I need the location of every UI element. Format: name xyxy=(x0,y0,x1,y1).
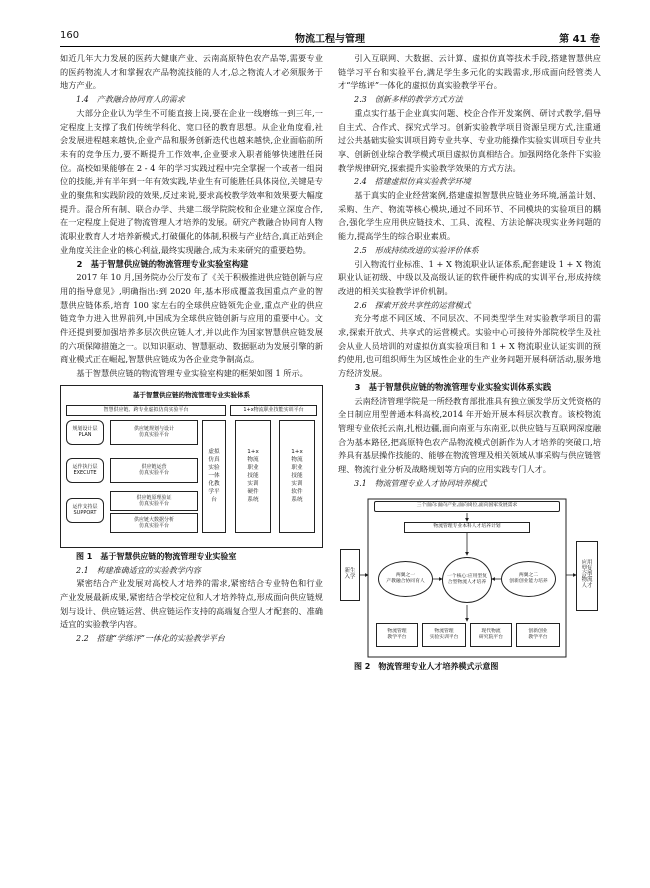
section-2-heading: 2 基于智慧供应链的物流管理专业实验室构建 xyxy=(76,258,249,269)
subsection-2-1-heading: 2.1 构建准确适宜的实验教学内容 xyxy=(76,565,201,575)
paragraph-2-5: 引入物流行业标准、1 + X 物流职业认证体系,配套建设 1 + X 物流职业认证初级、中级以及高级认证的软件硬件构成的实训平台,形成持续改进的相关实验教学评价机制。 xyxy=(338,258,601,296)
wing-industry-education: 两翼之一 产教融合协同育人 xyxy=(378,561,433,597)
figure-1-caption: 图 1 基于智慧供应链的物流管理专业实验室 xyxy=(76,551,237,561)
left-column xyxy=(60,52,323,646)
paragraph-2-2: 引入互联网、大数据、云计算、虚拟仿真等技术手段,搭建智慧供应链学习平台和实验平台,满足学生多元化的实践需求,形成面向经管类人才“学练评”一体化的虚拟仿真实验教学平台。 xyxy=(338,53,601,91)
research-platform: 现代物流 研究院平台 xyxy=(470,623,512,647)
paragraph-intro: 如近几年大力发展的医药大健康产业、云南高原特色农产品等,需要专业的医药物流人才和掌握农产品物流技能的人才,总之物流人才必须服务于地方产业。 xyxy=(60,53,323,91)
plan-platform: 供应链规划与设计 仿真实验平台 xyxy=(110,420,198,445)
paragraph-2-4: 基于真实的企业经营案例,搭建虚拟智慧供应链业务环境,涵盖计划、采购、生产、物流等核心模块,通过不同环节、不同模块的实验项目的耦合,强化学生应用供应链技术、工具、流程、方法论解决现实业务问题的能力,提高学生的综合职业素质。 xyxy=(338,190,601,242)
paragraph-2a: 2017 年 10 月,国务院办公厅发布了《关于积极推进供应链创新与应用的指导意见》,明确指出:到 2020 年,基本形成覆盖我国重点产业的智慧供应链体系,培育 100 家左右的全球供应链领先企业,重点产业的供应链竞争力进入世界前列,中国成为全球供应链创新与应用的重要中心。文件还提到要加强培养多层次供应链人才,并以此作为国家智慧供应链发展的六项保障措施之一。以知识驱动、智慧驱动、数据驱动为发展引擎的新商业模式正在崛起,智慧供应链成为各企业竞争制高点。 xyxy=(60,272,323,365)
right-column xyxy=(338,52,601,673)
freshman-entry: 新生入学 xyxy=(340,549,360,601)
paragraph-3: 云南经济管理学院是一所经教育部批准具有独立颁发学历文凭资格的全日制应用型普通本科高校,2014 年开始开展本科层次教育。该校物流管理专业依托云南,扎根边疆,面向南亚与东南亚,以供应链与互联网深度融合为基本路径,把高原特色农产品物流模式创新作为人才培养的突破口,培养具有基层操作技能的、能够在物流管理及相关领域从事采购与供应链管理、物流行业分析及战略规划等方向的应用实践专门人才。 xyxy=(338,395,601,475)
paragraph-2-3: 重点实行基于企业真实问题、校企合作开发案例、研讨式教学,倡导自主式、合作式、探究式学习。创新实验教学项目资源呈现方式,注重通过公共基础实验实训项目跨专业共享、专业功能操作实验实训项目专业共享、创新创业综合教学模式项目虚拟仿真相结合。加强网络化条件下实验教学规律研究,探索提升实验教学效果的方式方法。 xyxy=(338,107,601,173)
subsection-2-3-heading: 2.3 创新多样的教学方式方法 xyxy=(354,95,463,105)
volume-label: 第 41 卷 xyxy=(559,34,600,45)
section-3-heading: 3 基于智慧供应链的物流管理专业实验实训体系实践 xyxy=(354,381,552,392)
plan-layer: 规划设计层 PLAN xyxy=(66,420,104,445)
figure-1-title: 基于智慧供应链的物流管理专业实验体系 xyxy=(66,389,317,402)
page-number: 160 xyxy=(60,30,80,41)
bigdata-platform: 供应链大数据分析 仿真实验平台 xyxy=(110,513,198,533)
wing-innovation: 两翼之二 创新创业能力培养 xyxy=(501,561,556,597)
subsection-2-6-heading: 2.6 探索开放共享性的运营模式 xyxy=(354,300,471,310)
execute-layer: 运作执行层 EXECUTE xyxy=(66,458,104,483)
innovation-platform: 创新创业 教学平台 xyxy=(516,623,560,647)
support-layer: 运作支持层 SUPPORT xyxy=(66,498,104,523)
virtual-teaching-platform: 虚拟仿真实验一体化教学平台 xyxy=(202,420,226,533)
lab-platform: 物流管理 实验实训平台 xyxy=(422,623,466,647)
paragraph-2-1: 紧密结合产业发展对高校人才培养的需求,紧密结合专业特色和行业产业发展最新成果,紧密结合学校定位和人才培养特点,形成面向供应链规划与设计、供应链运营、供应链运作支持的高端复合型人才配套的、准确适宜的实验教学内容。 xyxy=(60,578,323,630)
hardware-system: 1+x物流职业技能实训硬件系统 xyxy=(235,420,271,533)
training-plan: 物流管理专业本科人才培养计划 xyxy=(404,522,530,533)
figure-2-caption: 图 2 物流管理专业人才培养模式示意图 xyxy=(354,661,499,671)
subsection-2-4-heading: 2.4 搭建虚拟仿真实验教学环境 xyxy=(354,177,471,187)
subsection-2-2-heading: 2.2 搭建“学练评”一体化的实验教学平台 xyxy=(76,634,225,644)
principle-platform: 供应链原理验证 仿真实验平台 xyxy=(110,491,198,511)
execute-platform: 供应链运营 仿真实验平台 xyxy=(110,458,198,483)
subsection-1-4-heading: 1.4 产教融合协同育人的需求 xyxy=(76,95,185,105)
subsection-3-1-heading: 3.1 物流管理专业人才协同培养模式 xyxy=(354,478,487,488)
running-header xyxy=(60,30,600,47)
figure-1-diagram xyxy=(60,385,323,548)
three-directions: 三个面向:面向产业,面向岗位,面向国家发展需求 xyxy=(374,501,560,512)
software-system: 1+x物流职业技能实训软件系统 xyxy=(279,420,315,533)
figure-2-diagram xyxy=(338,497,601,660)
graduate-talent: 应用型复合型物流人才 xyxy=(576,541,598,611)
paragraph-2-6: 充分考虑不同区域、不同层次、不同类型学生对实验教学项目的需求,探索开放式、共享式的运营模式。实验中心可接待外部院校学生及社会从业人员培训的对虚拟仿真实验项目和 1 + X 物流职业认证实训的预约使用,也可组织师生为区域性企业的生产业务问题开展科研活动,服务地方经济发展。 xyxy=(338,313,601,379)
journal-name: 物流工程与管理 xyxy=(295,34,365,45)
skills-platform-bar: 1+x物流职业技能实训平台 xyxy=(230,405,317,416)
paragraph-1-4: 大部分企业认为学生不可能直接上岗,要在企业一线磨练一到三年,一定程度上支撑了我们传统学科化、宽口径的教育思想。从企业角度看,社会发展进程越来越快,企业产品和服务创新迭代也越来越快,企业面临前所未有的竞争压力,要不断提升工作效率,企业要求入职者能够快速胜任岗位。高校如果能够在 2 - 4 年的学习实践过程中完全掌握一个或者一组岗位的技能,并有半年到一年有效实践,毕业生有可能胜任具体岗位,关键是专业的聚焦和实践阶段的效果,反过来说,要求高校教学效率和效果要大幅度提升。混合所有制、联合办学、共建二级学院院校和企业建立深度合作,在一定程度上促进了物流管理人才培养的发展。研究产教融合协同育人物流职业教育人才培养新模式,打破僵化的体制,积极与产业结合,真正站到企业角度关注企业的核心利益,最终实现融合,成为未来研究的重要趋势。 xyxy=(60,107,323,255)
paragraph-2b: 基于智慧供应链的物流管理专业实验室构建的框架如图 1 所示。 xyxy=(76,368,308,379)
core-ellipse: 一个核心:应用型复合型物流人才培养 xyxy=(442,557,492,603)
subsection-2-5-heading: 2.5 形成持续改进的实验评价体系 xyxy=(354,245,479,255)
teaching-platform: 物流管理 教学平台 xyxy=(376,623,418,647)
virtual-platform-bar: 智慧供应链、跨专业虚拟仿真实验平台 xyxy=(66,405,226,416)
